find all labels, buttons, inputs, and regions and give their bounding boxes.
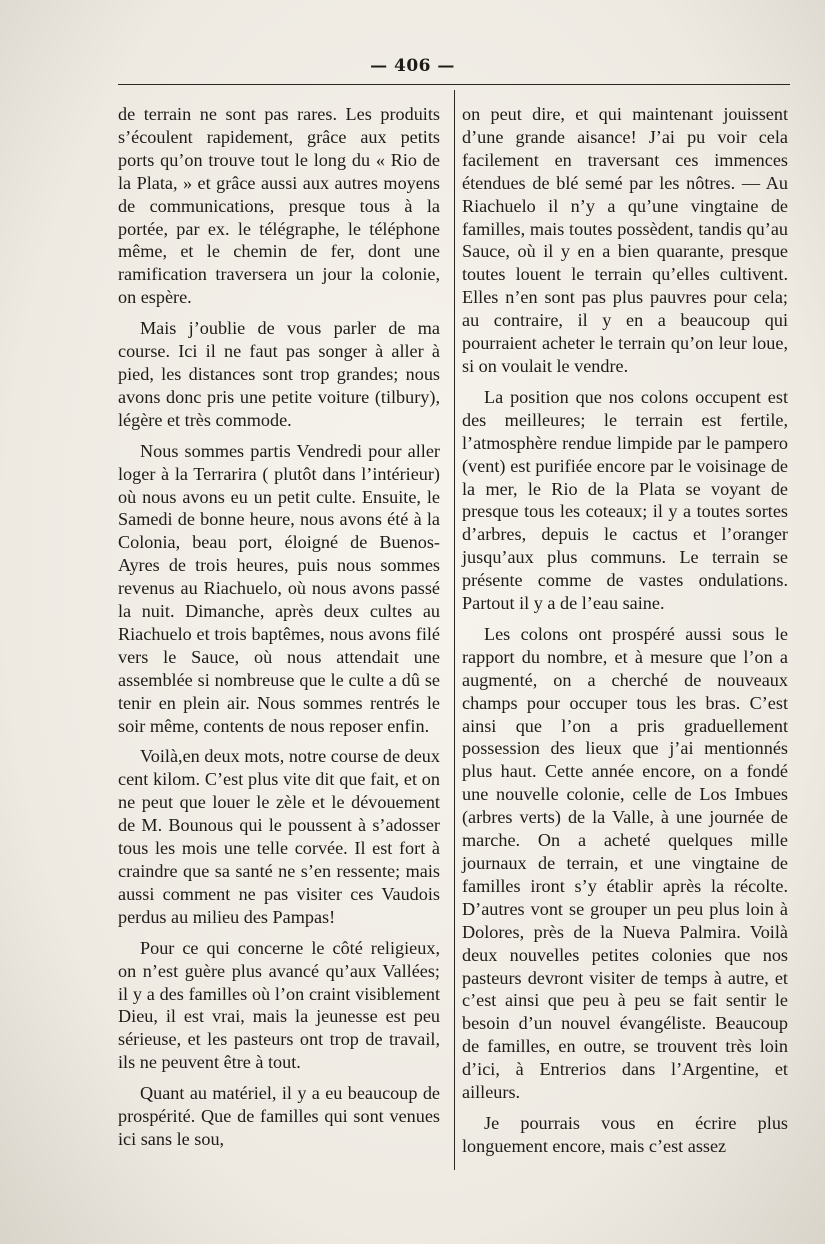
paragraph: La position que nos colons occupent est des meilleures; le terrain est fertile, l’atmosphère rendue limpide par le pampero (vent) est purifiée encore par le voisinage de la mer, le Rio de la Plata se voyant de presque tous les coteaux; il y a toutes sortes d’arbres, depuis le cactus et l’oranger jusqu’aux plus communs. Le terrain se présente comme de vastes ondulations. Partout il y a de l’eau saine. (462, 386, 788, 614)
right-column (462, 103, 788, 1158)
paragraph: Mais j’oublie de vous parler de ma course. Ici il ne faut pas songer à aller à pied, les distances sont trop grandes; nous avons donc pris une petite voiture (tilbury), légère et très commode. (118, 318, 440, 430)
paragraph: Quant au matériel, il y a eu beaucoup de prospérité. Que de familles qui sont venues ici sans le sou, (118, 1083, 440, 1149)
paragraph: Voilà,en deux mots, notre course de deux cent kilom. C’est plus vite dit que fait, et on ne peut que louer le zèle et le dévouement de M. Bounous qui le poussent à s’adosser tous les mois une telle corvée. Il est fort à craindre que sa santé ne s’en ressente; mais aussi comment ne pas visiter ces Vaudois perdus au milieu des Pampas! (118, 746, 440, 927)
paragraph: on peut dire, et qui maintenant jouissent d’une grande aisance! J’ai pu voir cela facilement en traversant ces immences étendues de blé semé par les nôtres. — Au Riachuelo il n’y a qu’une vingtaine de familles, mais toutes possèdent, tandis qu’au Sauce, où il y en a bien quarante, presque toutes louent le terrain qu’elles cultivent. Elles n’en sont pas plus pauvres pour cela; au contraire, il y en a beaucoup qui pourraient acheter le terrain qu’on leur loue, si on voulait le vendre. (462, 104, 788, 376)
column-divider (454, 90, 455, 1170)
paragraph: Je pourrais vous en écrire plus longuement encore, mais c’est assez (462, 1112, 788, 1156)
paragraph: de terrain ne sont pas rares. Les produits s’écoulent rapidement, grâce aux petits ports qu’on trouve tout le long du « Rio de la Plata, » et grâce aussi aux autres moyens de communications, presque tous à la portée, par ex. le télégraphe, le téléphone même, et le chemin de fer, dont une ramification traversera un jour la colonie, on espère. (118, 104, 440, 308)
paragraph: Pour ce qui concerne le côté religieux, on n’est guère plus avancé qu’aux Vallées; il y a des familles où l’on craint visiblement Dieu, il est vrai, mais la jeunesse est peu sérieuse, et les pasteurs ont trop de travail, ils ne peuvent être à tout. (118, 937, 440, 1073)
left-column (118, 103, 440, 1151)
paragraph: Les colons ont prospéré aussi sous le rapport du nombre, et à mesure que l’on a augmenté, on a cherché de nouveaux champs pour occuper tous les bras. C’est ainsi que l’on a pris graduellement possession des lieux que j’ai mentionnés plus haut. Cette année encore, on a fondé une nouvelle colonie, celle de Los Imbues (arbres verts) de la Valle, à une journée de marche. On a acheté quelques mille journaux de terrain, et une vingtaine de familles iront s’y établir après la récolte. D’autres vont se grouper un peu plus loin à Dolores, près de la Nueva Palmira. Voilà deux nouvelles petites colonies que nos pasteurs devront visiter de temps à autre, et c’est ainsi que peu à peu se fait sentir le besoin d’un nouvel évangéliste. Beaucoup de familles, en outre, se trouvent très loin d’ici, à Entrerios dans l’Argentine, et ailleurs. (462, 623, 788, 1103)
page-number: — 406 — (370, 56, 455, 76)
header-rule (118, 84, 790, 85)
paragraph: Nous sommes partis Vendredi pour aller loger à la Terrarira ( plutôt dans l’intérieur) où nous avons eu un petit culte. Ensuite, le Samedi de bonne heure, nous avons été à la Colonia, beau port, éloigné de Buenos-Ayres de trois heures, puis nous sommes revenus au Riachuelo, où nous avons passé la nuit. Dimanche, après deux cultes au Riachuelo et trois baptêmes, nous avons filé vers le Sauce, où nous attendait une assemblée si nombreuse que le culte a dû se tenir en plein air. Nous sommes rentrés le soir même, contents de nous reposer enfin. (118, 440, 440, 736)
